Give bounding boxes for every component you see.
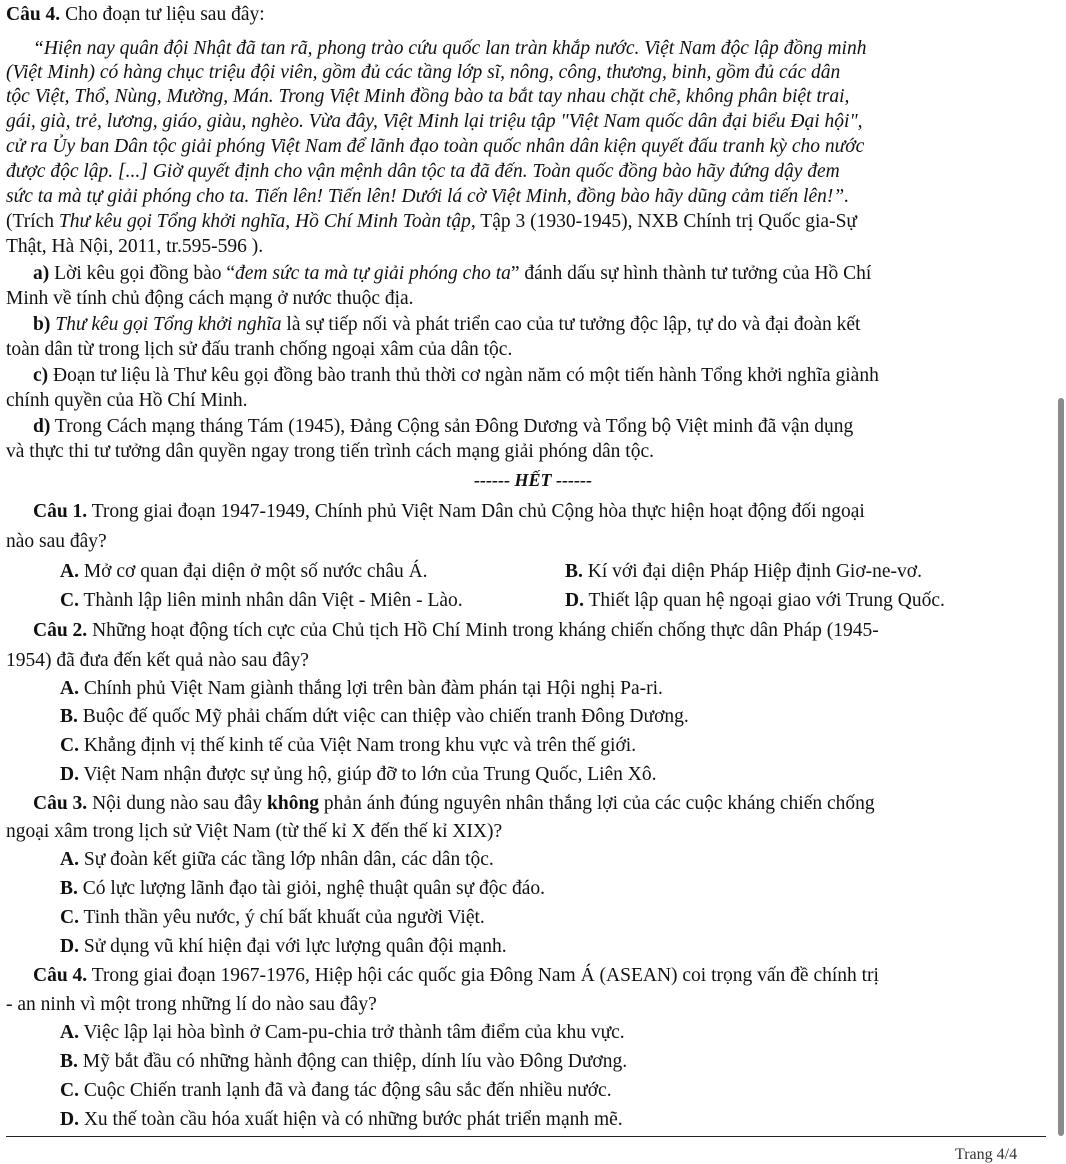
question-4-stem-cont: - an ninh vì một trong những lí do nào sau đây? <box>6 994 377 1015</box>
statement-b-cont: toàn dân từ trong lịch sử đấu tranh chống ngoại xâm của dân tộc. <box>6 339 513 360</box>
question-3-stem-cont: ngoại xâm trong lịch sử Việt Nam (từ thế kỉ X đến thế kỉ XIX)? <box>6 821 503 842</box>
quote-line: (Việt Minh) có hàng chục triệu đội viên, gồm đủ các tầng lớp sĩ, nông, công, thương, binh, gồm đủ các dân <box>6 62 841 83</box>
quote-line: cử ra Ủy ban Dân tộc giải phóng Việt Nam để lãnh đạo toàn quốc nhân dân kiện quyết đấu tranh kỳ cho nước <box>6 136 865 157</box>
quote-line: tộc Việt, Thổ, Nùng, Mường, Mán. Trong Việt Minh đồng bào ta bắt tay nhau chặt chẽ, không phân biệt trai, <box>6 86 850 107</box>
option-4a[interactable]: A. Việc lập lại hòa bình ở Cam-pu-chia trở thành tâm điểm của khu vực. <box>60 1022 625 1043</box>
question-1-stem-cont: nào sau đây? <box>6 531 107 552</box>
option-2d[interactable]: D. Việt Nam nhận được sự ủng hộ, giúp đỡ to lớn của Trung Quốc, Liên Xô. <box>60 764 657 785</box>
statement-c-cont: chính quyền của Hồ Chí Minh. <box>6 390 248 411</box>
statement-d-cont: và thực thi tư tưởng dân quyền ngay trong tiến trình cách mạng giải phóng dân tộc. <box>6 441 654 462</box>
option-1b[interactable]: B. Kí với đại diện Pháp Hiệp định Giơ-ne-vơ. <box>565 561 922 582</box>
option-4b[interactable]: B. Mỹ bắt đầu có những hành động can thiệp, dính líu vào Đông Dương. <box>60 1051 628 1072</box>
statement-a: a) Lời kêu gọi đồng bào “đem sức ta mà tự giải phóng cho ta” đánh dấu sự hình thành tư tưởng của Hồ Chí <box>33 263 872 284</box>
quote-line: gái, già, trẻ, lương, giáo, giàu, nghèo. Vừa đây, Việt Minh lại triệu tập "Việt Nam quốc dân đại biểu Đại hội", <box>6 111 863 132</box>
question-4-stem: Câu 4. Trong giai đoạn 1967-1976, Hiệp hội các quốc gia Đông Nam Á (ASEAN) coi trọng vấn đề chính trị <box>33 965 879 986</box>
scrollbar[interactable] <box>1058 398 1064 1136</box>
question-stem: Cho đoạn tư liệu sau đây: <box>65 4 265 25</box>
quote-line: “Hiện nay quân đội Nhật đã tan rã, phong trào cứu quốc lan tràn khắp nước. Việt Nam độc lập đồng minh <box>33 38 867 59</box>
option-2a[interactable]: A. Chính phủ Việt Nam giành thắng lợi trên bàn đàm phán tại Hội nghị Pa-ri. <box>60 678 663 699</box>
quote-source: (Trích Thư kêu gọi Tổng khởi nghĩa, Hồ Chí Minh Toàn tập, Tập 3 (1930-1945), NXB Chính trị Quốc gia-Sự <box>6 211 857 232</box>
option-1d[interactable]: D. Thiết lập quan hệ ngoại giao với Trung Quốc. <box>565 590 945 611</box>
statement-b: b) Thư kêu gọi Tổng khởi nghĩa là sự tiếp nối và phát triển cao của tư tưởng độc lập, tự do và đại đoàn kết <box>33 314 861 335</box>
quote-line: được độc lập. [...] Giờ quyết định cho vận mệnh dân tộc ta đã đến. Toàn quốc đồng bào hãy đứng dậy đem <box>6 161 840 182</box>
option-3d[interactable]: D. Sử dụng vũ khí hiện đại với lực lượng quân đội mạnh. <box>60 936 507 957</box>
question-2-stem: Câu 2. Những hoạt động tích cực của Chủ tịch Hồ Chí Minh trong kháng chiến chống thực dân Pháp (1945- <box>33 620 879 641</box>
statement-a-cont: Minh về tính chủ động cách mạng ở nước thuộc địa. <box>6 288 414 309</box>
question-1-stem: Câu 1. Trong giai đoạn 1947-1949, Chính phủ Việt Nam Dân chủ Cộng hòa thực hiện hoạt động đối ngoại <box>33 501 865 522</box>
quote-source-cont: Thật, Hà Nội, 2011, tr.595-596 ). <box>6 236 264 257</box>
end-marker: ------ HẾT ------ <box>474 470 592 490</box>
question-label: Câu 4. <box>6 4 61 25</box>
option-3b[interactable]: B. Có lực lượng lãnh đạo tài giỏi, nghệ thuật quân sự độc đáo. <box>60 878 546 899</box>
quote-line: sức ta mà tự giải phóng cho ta. Tiến lên! Tiến lên! Dưới lá cờ Việt Minh, đồng bào hãy dũng cảm tiến lên!”. <box>6 186 850 207</box>
question-2-stem-cont: 1954) đã đưa đến kết quả nào sau đây? <box>6 650 309 671</box>
option-3a[interactable]: A. Sự đoàn kết giữa các tầng lớp nhân dân, các dân tộc. <box>60 849 494 870</box>
option-4c[interactable]: C. Cuộc Chiến tranh lạnh đã và đang tác động sâu sắc đến nhiều nước. <box>60 1080 612 1101</box>
option-3c[interactable]: C. Tinh thần yêu nước, ý chí bất khuất của người Việt. <box>60 907 485 928</box>
footer-rule <box>6 1136 1046 1137</box>
option-2b[interactable]: B. Buộc đế quốc Mỹ phải chấm dứt việc can thiệp vào chiến tranh Đông Dương. <box>60 706 689 727</box>
option-2c[interactable]: C. Khẳng định vị thế kinh tế của Việt Nam trong khu vực và trên thế giới. <box>60 735 637 756</box>
statement-c: c) Đoạn tư liệu là Thư kêu gọi đồng bào tranh thủ thời cơ ngàn năm có một tiến hành Tổng khởi nghĩa giành <box>33 365 879 386</box>
option-1a[interactable]: A. Mở cơ quan đại diện ở một số nước châu Á. <box>60 561 428 582</box>
option-4d[interactable]: D. Xu thế toàn cầu hóa xuất hiện và có những bước phát triển mạnh mẽ. <box>60 1109 623 1130</box>
statement-d: d) Trong Cách mạng tháng Tám (1945), Đảng Cộng sản Đông Dương và Tổng bộ Việt minh đã vận dụng <box>33 416 854 437</box>
prev-question-header <box>6 3 1056 27</box>
option-1c[interactable]: C. Thành lập liên minh nhân dân Việt - Miên - Lào. <box>60 590 463 611</box>
page-number: Trang 4/4 <box>955 1146 1018 1163</box>
question-3-stem: Câu 3. Nội dung nào sau đây không phản ánh đúng nguyên nhân thắng lợi của các cuộc kháng chiến chống <box>33 793 875 814</box>
